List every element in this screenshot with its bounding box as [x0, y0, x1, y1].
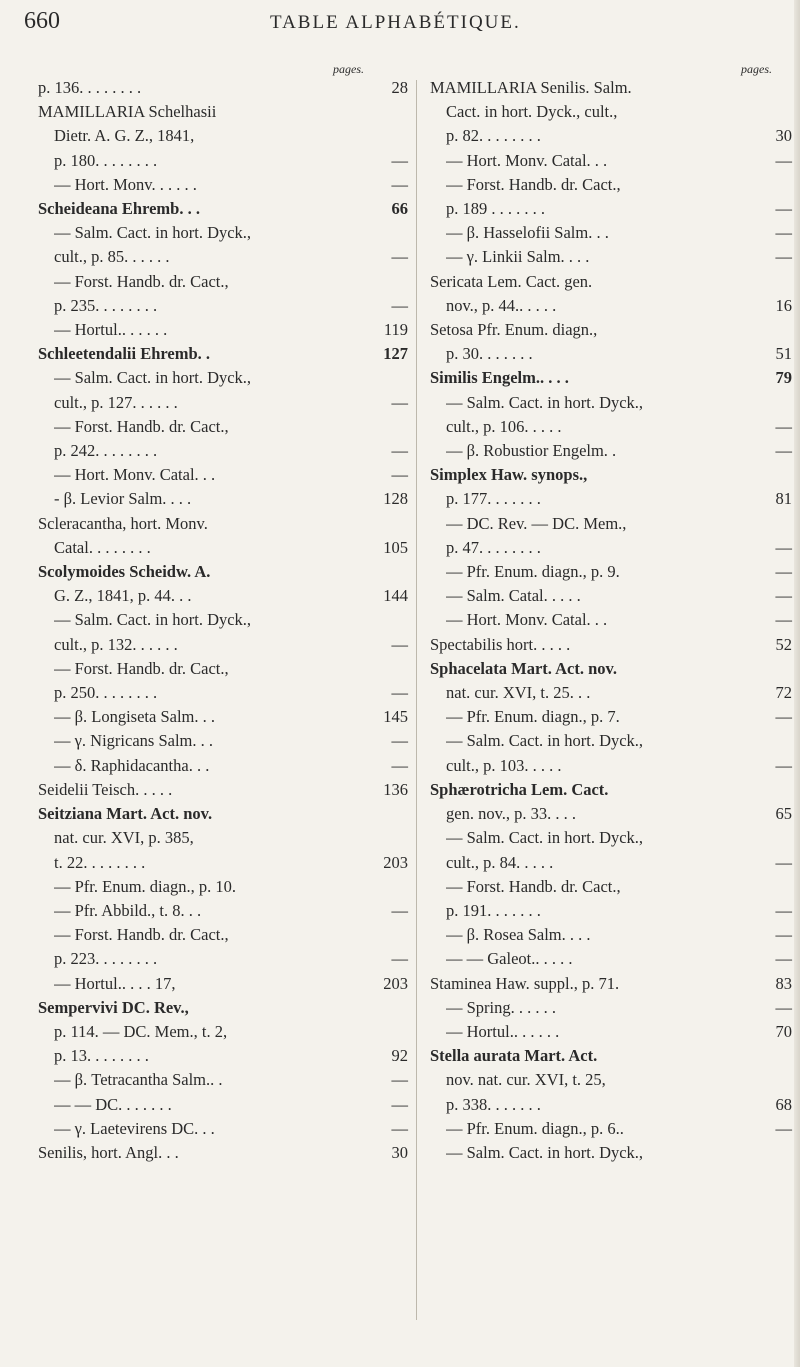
left-index-lines [38, 76, 408, 1165]
index-entry-text: — β. Hasselofii Salm. . . [446, 223, 609, 243]
index-entry-page [754, 826, 792, 850]
index-entry [38, 633, 408, 657]
index-entry [430, 947, 792, 971]
index-entry-page: — [391, 392, 408, 412]
index-entry-page [754, 100, 792, 124]
index-entry-text: G. Z., 1841, p. 44. . . [54, 586, 192, 606]
index-entry-text: nov., p. 44.. . . . . [446, 295, 557, 315]
index-entry-page: — [775, 997, 792, 1017]
index-entry-text: — Hort. Monv. . . . . . [54, 174, 197, 194]
index-entry-text: nat. cur. XVI, p. 385, [54, 828, 194, 848]
index-entry [38, 487, 408, 511]
index-entry [38, 270, 408, 294]
index-entry-text: p. 177. . . . . . . [446, 489, 541, 509]
index-entry-page: 72 [775, 683, 792, 703]
index-entry-text: p. 114. — DC. Mem., t. 2, [54, 1021, 228, 1041]
index-entry [430, 221, 792, 245]
index-entry-page: — [775, 562, 792, 582]
index-entry [38, 778, 408, 802]
index-entry-page [370, 608, 408, 632]
index-entry-text: p. 223. . . . . . . . [54, 949, 158, 969]
index-entry-text: p. 242. . . . . . . . [54, 441, 158, 461]
index-entry-page [754, 173, 792, 197]
index-entry-text: Dietr. A. G. Z., 1841, [54, 126, 195, 146]
index-entry [430, 536, 792, 560]
index-entry-page: — [775, 223, 792, 243]
index-entry [430, 996, 792, 1020]
index-entry [430, 100, 792, 124]
index-entry-text: MAMILLARIA Schelhasii [38, 102, 217, 122]
index-entry [38, 512, 408, 536]
index-entry-page [754, 875, 792, 899]
index-entry-page: 105 [383, 537, 408, 557]
index-entry-text: Seidelii Teisch. . . . . [38, 779, 173, 799]
index-entry-page [754, 729, 792, 753]
index-entry-page: 119 [383, 320, 408, 340]
index-entry-text: Spectabilis hort. . . . . [430, 634, 571, 654]
index-entry-page: — [775, 852, 792, 872]
index-entry [38, 826, 408, 850]
page-edge [794, 0, 800, 1367]
index-entry-page: — [775, 247, 792, 267]
index-entry-text: — Hortul.. . . . 17, [54, 973, 176, 993]
index-entry-page: — [391, 731, 408, 751]
index-entry-page: 79 [775, 368, 792, 388]
index-entry-text: — Forst. Handb. dr. Cact., [54, 416, 229, 436]
index-entry [430, 173, 792, 197]
index-entry-page [370, 826, 408, 850]
index-entry-page: 203 [383, 852, 408, 872]
index-entry [430, 681, 792, 705]
index-entry-text: nov. nat. cur. XVI, t. 25, [446, 1070, 606, 1090]
index-entry [38, 536, 408, 560]
index-entry [38, 415, 408, 439]
index-entry [430, 124, 792, 148]
index-entry-text: p. 180. . . . . . . . [54, 150, 158, 170]
index-entry [430, 1068, 792, 1092]
index-entry-page: 92 [391, 1046, 408, 1066]
index-entry [430, 1020, 792, 1044]
index-entry-page [754, 1068, 792, 1092]
index-entry-page: — [775, 199, 792, 219]
index-entry-text: - β. Levior Salm. . . . [54, 489, 192, 509]
index-entry [430, 729, 792, 753]
index-entry-text: Senilis, hort. Angl. . . [38, 1142, 179, 1162]
index-entry-text: — Pfr. Enum. diagn., p. 9. [446, 562, 620, 582]
index-entry-page: — [391, 949, 408, 969]
index-entry [38, 802, 408, 826]
index-entry-page: 136 [383, 779, 408, 799]
index-entry-page: — [391, 1094, 408, 1114]
index-entry-page: 203 [383, 973, 408, 993]
index-entry-text: Sphacelata Mart. Act. nov. [430, 658, 617, 678]
index-entry-page: — [775, 755, 792, 775]
index-entry-page [754, 1141, 792, 1165]
index-entry-page: 28 [391, 78, 408, 97]
index-entry-page [754, 1044, 792, 1068]
index-entry-text: — Pfr. Enum. diagn., p. 7. [446, 707, 620, 727]
index-entry-page: — [775, 416, 792, 436]
index-entry-text: cult., p. 85. . . . . . [54, 247, 170, 267]
index-entry-page [754, 270, 792, 294]
index-entry [38, 100, 408, 124]
index-entry [38, 729, 408, 753]
index-entry-text: — Spring. . . . . . [446, 997, 557, 1017]
index-entry-page: 66 [391, 199, 408, 219]
index-entry-page [370, 657, 408, 681]
index-entry [38, 1117, 408, 1141]
index-entry-text: — — Galeot.. . . . . [446, 949, 573, 969]
index-entry-text: Cact. in hort. Dyck., cult., [446, 102, 618, 122]
index-entry-text: Seitziana Mart. Act. nov. [38, 804, 213, 824]
index-entry-page: 16 [775, 295, 792, 315]
index-entry-text: — Hort. Monv. Catal. . . [446, 150, 608, 170]
index-entry-page [754, 463, 792, 487]
index-entry-page [370, 560, 408, 584]
index-entry [38, 899, 408, 923]
index-entry-page [754, 318, 792, 342]
index-entry [430, 657, 792, 681]
index-entry-page [370, 802, 408, 826]
index-entry [38, 391, 408, 415]
index-entry-page: — [775, 925, 792, 945]
index-entry-text: Sericata Lem. Cact. gen. [430, 271, 593, 291]
index-entry-page [754, 391, 792, 415]
index-entry-text: — γ. Nigricans Salm. . . [54, 731, 213, 751]
index-entry [38, 584, 408, 608]
index-entry-text: — δ. Raphidacantha. . . [54, 755, 210, 775]
index-entry-text: — Salm. Cact. in hort. Dyck., [446, 1142, 644, 1162]
index-entry-page: 30 [775, 126, 792, 146]
index-entry-page [370, 512, 408, 536]
index-entry [430, 149, 792, 173]
index-entry-page: — [391, 1070, 408, 1090]
index-entry-page [754, 657, 792, 681]
index-entry-text: — Pfr. Abbild., t. 8. . . [54, 900, 202, 920]
index-entry-text: p. 250. . . . . . . . [54, 683, 158, 703]
index-entry [38, 1020, 408, 1044]
index-entry-text: — Salm. Cact. in hort. Dyck., [54, 610, 252, 630]
index-entry-page: — [391, 465, 408, 485]
index-entry-text: p. 47. . . . . . . . [446, 537, 541, 557]
index-entry [430, 342, 792, 366]
index-entry-text: Scolymoides Scheidw. A. [38, 562, 211, 582]
index-entry-text: — Pfr. Enum. diagn., p. 10. [54, 876, 236, 896]
index-entry [38, 1068, 408, 1092]
right-index-column [430, 62, 792, 1165]
index-entry [430, 512, 792, 536]
index-entry-page [370, 124, 408, 148]
index-entry-text: — Salm. Cact. in hort. Dyck., [54, 368, 252, 388]
index-entry-page [370, 366, 408, 390]
index-entry [430, 584, 792, 608]
index-entry-text: Stella aurata Mart. Act. [430, 1046, 598, 1066]
index-entry [38, 221, 408, 245]
index-entry-page: — [775, 150, 792, 170]
index-entry [38, 754, 408, 778]
index-entry-page [370, 270, 408, 294]
index-entry-text: Scheideana Ehremb. . . [38, 199, 200, 219]
index-entry-page: 52 [775, 634, 792, 654]
index-entry-text: — Forst. Handb. dr. Cact., [54, 658, 229, 678]
index-entry-text: cult., p. 132. . . . . . [54, 634, 178, 654]
running-head: TABLE ALPHABÉTIQUE. [270, 12, 521, 33]
index-entry-text: — — DC. . . . . . . [54, 1094, 172, 1114]
index-entry-text: — γ. Laetevirens DC. . . [54, 1118, 215, 1138]
index-entry [38, 294, 408, 318]
index-entry-page: — [391, 1118, 408, 1138]
index-entry [38, 124, 408, 148]
index-entry-text: Setosa Pfr. Enum. diagn., [430, 320, 598, 340]
index-entry-page: — [391, 755, 408, 775]
index-entry-text: nat. cur. XVI, t. 25. . . [446, 683, 591, 703]
index-entry-page: 30 [391, 1142, 408, 1162]
index-entry-text: — Hort. Monv. Catal. . . [446, 610, 608, 630]
index-entry-page [754, 778, 792, 802]
index-entry [430, 972, 792, 996]
index-entry-page [370, 996, 408, 1020]
index-entry-page: — [391, 174, 408, 194]
index-entry [38, 1044, 408, 1068]
index-entry-text: — Salm. Cact. in hort. Dyck., [446, 392, 644, 412]
index-entry [430, 826, 792, 850]
index-entry-text: Sphærotricha Lem. Cact. [430, 779, 609, 799]
index-entry-page: 68 [775, 1094, 792, 1114]
index-entry [430, 778, 792, 802]
index-entry-text: cult., p. 103. . . . . [446, 755, 562, 775]
index-entry-text: p. 13. . . . . . . . [54, 1046, 149, 1066]
index-entry [38, 76, 408, 100]
index-entry-page [370, 415, 408, 439]
index-entry [430, 608, 792, 632]
index-entry-page: 51 [775, 344, 792, 364]
index-entry-text: p. 189 . . . . . . . [446, 199, 545, 219]
index-entry [430, 487, 792, 511]
index-entry-text: — Hortul.. . . . . . [54, 320, 168, 340]
index-entry-text: — Salm. Cact. in hort. Dyck., [54, 223, 252, 243]
index-entry-page: 145 [383, 707, 408, 727]
index-entry [430, 899, 792, 923]
index-entry [38, 173, 408, 197]
index-entry-text: gen. nov., p. 33. . . . [446, 804, 577, 824]
index-entry [38, 245, 408, 269]
index-entry [38, 342, 408, 366]
index-entry [38, 439, 408, 463]
index-entry [430, 270, 792, 294]
index-entry-page: — [391, 634, 408, 654]
index-entry-page: — [775, 441, 792, 461]
index-entry [38, 463, 408, 487]
index-entry-text: — β. Rosea Salm. . . . [446, 925, 591, 945]
index-entry [430, 463, 792, 487]
index-entry-page: — [391, 683, 408, 703]
index-entry-page: 81 [775, 489, 792, 509]
index-entry-text: cult., p. 84. . . . . [446, 852, 554, 872]
index-entry-text: — β. Tetracantha Salm.. . [54, 1070, 223, 1090]
index-entry-page: — [391, 247, 408, 267]
index-entry [38, 366, 408, 390]
index-entry-page: 127 [383, 344, 408, 364]
index-entry-page: — [775, 900, 792, 920]
index-entry-page: 83 [775, 973, 792, 993]
index-entry [430, 1044, 792, 1068]
index-entry-text: t. 22. . . . . . . . [54, 852, 146, 872]
index-entry [430, 851, 792, 875]
index-entry-page [370, 221, 408, 245]
index-entry-text: p. 191. . . . . . . [446, 900, 541, 920]
index-entry [430, 245, 792, 269]
index-entry-page [370, 1020, 408, 1044]
pages-label: pages. [333, 62, 364, 76]
index-entry-text: — Hortul.. . . . . . [446, 1021, 560, 1041]
index-entry [430, 439, 792, 463]
index-entry-text: Simplex Haw. synops., [430, 465, 588, 485]
index-entry [430, 294, 792, 318]
index-entry [38, 875, 408, 899]
index-entry [430, 1093, 792, 1117]
index-entry-text: — Forst. Handb. dr. Cact., [446, 876, 621, 896]
index-entry-text: — Pfr. Enum. diagn., p. 6.. [446, 1118, 624, 1138]
index-entry-text: — Forst. Handb. dr. Cact., [54, 925, 229, 945]
index-entry [430, 875, 792, 899]
index-entry [38, 657, 408, 681]
index-entry [430, 802, 792, 826]
index-entry [430, 391, 792, 415]
index-entry [38, 149, 408, 173]
column-divider [416, 80, 417, 1320]
index-entry [38, 923, 408, 947]
index-entry [430, 76, 792, 100]
index-entry-page: — [391, 441, 408, 461]
index-entry-page: — [391, 295, 408, 315]
index-entry-page: — [775, 1118, 792, 1138]
index-entry [430, 197, 792, 221]
page-number: 660 [24, 8, 60, 34]
index-entry-text: Staminea Haw. suppl., p. 71. [430, 973, 620, 993]
index-entry-text: Similis Engelm.. . . . [430, 368, 569, 388]
index-entry-page: — [775, 537, 792, 557]
index-entry-text: p. 136. . . . . . . . [38, 78, 142, 97]
index-entry [38, 996, 408, 1020]
index-entry-text: — Salm. Cact. in hort. Dyck., [446, 731, 644, 751]
index-entry [38, 318, 408, 342]
index-entry-page: 65 [775, 804, 792, 824]
index-entry-text: — γ. Linkii Salm. . . . [446, 247, 590, 267]
index-entry-text: cult., p. 127. . . . . . [54, 392, 178, 412]
index-entry [38, 197, 408, 221]
left-index-column [38, 62, 408, 1165]
index-entry-text: — β. Robustior Engelm. . [446, 441, 617, 461]
index-entry [38, 608, 408, 632]
index-entry [430, 923, 792, 947]
index-entry-text: — Forst. Handb. dr. Cact., [446, 174, 621, 194]
index-entry-text: Scleracantha, hort. Monv. [38, 513, 208, 533]
index-entry [430, 1141, 792, 1165]
index-entry [430, 560, 792, 584]
index-entry [430, 415, 792, 439]
index-entry-page [370, 100, 408, 124]
index-entry-page [754, 512, 792, 536]
index-entry [430, 366, 792, 390]
index-entry-page [370, 923, 408, 947]
index-entry [430, 633, 792, 657]
index-entry [430, 318, 792, 342]
index-entry-page [754, 76, 792, 100]
index-entry [38, 705, 408, 729]
index-entry [38, 560, 408, 584]
index-entry-text: p. 235. . . . . . . . [54, 295, 158, 315]
index-entry-text: — Hort. Monv. Catal. . . [54, 465, 216, 485]
index-entry-text: cult., p. 106. . . . . [446, 416, 562, 436]
index-entry-page: — [391, 900, 408, 920]
index-entry [430, 705, 792, 729]
index-entry [38, 947, 408, 971]
index-entry-text: — Salm. Cact. in hort. Dyck., [446, 828, 644, 848]
index-entry [38, 681, 408, 705]
index-entry-page [370, 875, 408, 899]
index-entry-text: — Salm. Catal. . . . . [446, 586, 581, 606]
index-entry [430, 754, 792, 778]
index-entry [430, 1117, 792, 1141]
index-entry-page: 144 [383, 586, 408, 606]
index-entry-text: Sempervivi DC. Rev., [38, 997, 189, 1017]
pages-label: pages. [741, 62, 772, 76]
index-entry-text: Catal. . . . . . . . [54, 537, 151, 557]
index-entry-text: p. 338. . . . . . . [446, 1094, 541, 1114]
index-entry-page: 128 [383, 489, 408, 509]
index-entry [38, 1141, 408, 1165]
index-entry [38, 972, 408, 996]
index-entry-page: — [775, 949, 792, 969]
index-entry-page: — [391, 150, 408, 170]
index-entry-page: 70 [775, 1021, 792, 1041]
index-entry-text: — Forst. Handb. dr. Cact., [54, 271, 229, 291]
right-index-lines [430, 76, 792, 1165]
index-entry-text: MAMILLARIA Senilis. Salm. [430, 78, 632, 97]
index-entry-text: p. 82. . . . . . . . [446, 126, 541, 146]
index-entry-page: — [775, 610, 792, 630]
index-entry [38, 1093, 408, 1117]
index-entry [38, 851, 408, 875]
index-entry-page: — [775, 707, 792, 727]
index-entry-text: — β. Longiseta Salm. . . [54, 707, 216, 727]
index-entry-text: — DC. Rev. — DC. Mem., [446, 513, 627, 533]
index-entry-text: Schleetendalii Ehremb. . [38, 344, 211, 364]
index-entry-page: — [775, 586, 792, 606]
index-entry-text: p. 30. . . . . . . [446, 344, 533, 364]
